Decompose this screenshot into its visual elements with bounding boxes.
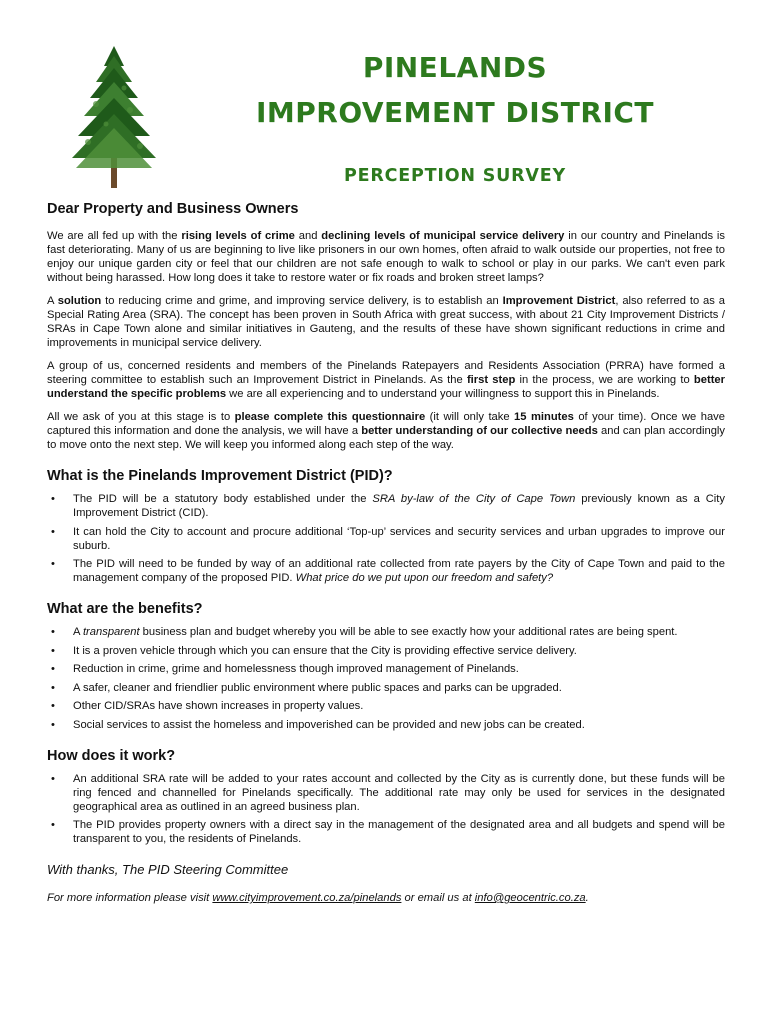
list-item: • It is a proven vehicle through which you can ensure that the City is providing effective service delivery. [47,644,725,658]
list-item: • It can hold the City to account and procure additional ‘Top-up’ services and security services and urban upgrades to improve our suburb. [47,525,725,553]
bullet: • [51,700,55,712]
list-item: • A safer, cleaner and friendlier public environment where public spaces and parks can be upgraded. [47,681,725,695]
list-item: • Other CID/SRAs have shown increases in property values. [47,699,725,713]
sign-off: With thanks, The PID Steering Committee [47,862,289,877]
list-item: • A transparent business plan and budget whereby you will be able to see exactly how your additional rates are being spent. [47,625,725,639]
intro-paragraph-2: A solution to reducing crime and grime, and improving service delivery, is to establish an Improvement District, also referred to as a Special Rating Area (SRA). The concept has been proven in South Africa with great success, with about 21 City Improvement Districts / SRAs in Cape Town alone and similar initiatives in Gauteng, and the results of these have shown significant reductions in crime and improvements in municipal service delivery. [47,295,725,349]
list-item: • Reduction in crime, grime and homelessness though improved management of Pinelands. [47,662,725,676]
bullet: • [51,558,55,570]
greeting: Dear Property and Business Owners [47,201,299,217]
bullet: • [51,663,55,675]
intro-paragraph-4: All we ask of you at this stage is to please complete this questionnaire (it will only take 15 minutes of your time). Once we have captured this information and done the analysis, we will have a better understanding of our collective needs and can plan accordingly to move onto the next step. We will keep you informed along each step of the way. [47,411,725,451]
bullet: • [51,626,55,638]
email-link[interactable]: info@geocentric.co.za [474,892,586,904]
intro-paragraph-3: A group of us, concerned residents and members of the Pinelands Ratepayers and Residents Association (PRRA) have formed a steering committee to establish such an Improvement District in Pinelands. As the first step in the process, we are working to better understand the specific problems we are all experiencing and to understand your willingness to support this in Pinelands. [47,360,725,400]
bullet: • [51,644,55,657]
title-line-1: PINELANDS [362,51,548,84]
section-heading-pid: What is the Pinelands Improvement District (PID)? [47,468,393,484]
list-item: • The PID provides property owners with a direct say in the management of the designated area and all budgets and spend will be transparent to you, the residents of Pinelands. [47,818,725,846]
section-heading-how: How does it work? [47,747,176,764]
subtitle: PERCEPTION SURVEY [343,166,566,186]
how-list [47,772,725,847]
bullet: • [51,819,55,831]
more-info: For more information please visit www.cityimprovement.co.za/pinelands or email us at info@geocentric.co.za. [47,892,589,904]
title-line-2: IMPROVEMENT DISTRICT [255,96,655,129]
website-link[interactable]: www.cityimprovement.co.za/pinelands [212,892,402,904]
bullet: • [51,718,55,731]
bullet: • [51,772,55,785]
list-item: • Social services to assist the homeless and impoverished can be provided and new jobs can be created. [47,718,725,732]
bullet: • [51,493,55,505]
intro-paragraph-1: We are all fed up with the rising levels of crime and declining levels of municipal service delivery in our country and Pinelands is fast deteriorating. Many of us are beginning to live like prisoners in our own homes, often afraid to walk outside our properties, not free to enjoy our unique garden city or feel that our children are not safe enough to walk to school or play in our parks. We can't even park without being harassed. How long does it take to restore water or fix roads and broken street lamps? [47,230,725,284]
bullet: • [51,525,55,538]
list-item: • An additional SRA rate will be added to your rates account and collected by the City as is currently done, but these funds will be ring fenced and channelled for Pinelands specifically. The additional rate may only be used for services in the designated geographical area as outlined in an agreed business plan. [47,772,725,814]
section-heading-benefits: What are the benefits? [47,601,203,617]
letter-body [47,199,725,906]
list-item: • The PID will be a statutory body established under the SRA by-law of the City of Cape Town previously known as a City Improvement District (CID). [47,492,725,520]
pid-list [47,492,725,585]
benefits-list [47,625,725,732]
pine-tree-logo [66,44,162,190]
bullet: • [51,681,55,694]
list-item: • The PID will need to be funded by way of an additional rate collected from rate payers by the City of Cape Town and paid to the management company of the proposed PID. What price do we put upon our freedom and safety? [47,557,725,585]
